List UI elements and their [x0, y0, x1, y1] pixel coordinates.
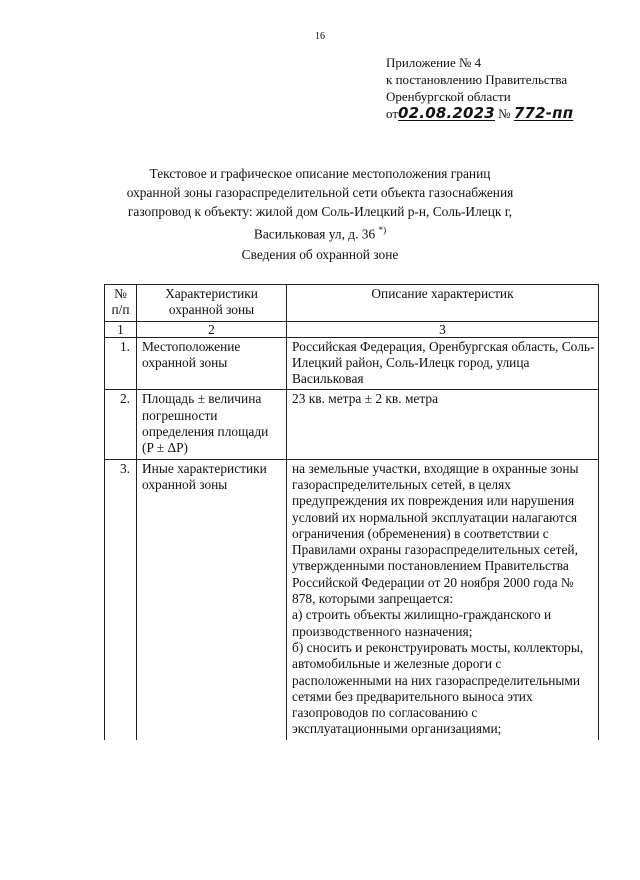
date-prefix: от [386, 106, 399, 121]
table-header-row [105, 285, 599, 322]
title-line-4 [110, 221, 530, 243]
appendix-header [386, 54, 626, 122]
row-characteristic: Площадь ± величина погрешности определения площади (P ± ΔP) [137, 390, 287, 459]
appendix-resolution-line: к постановлению Правительства [386, 72, 568, 87]
handwritten-date: 02.08.2023 [398, 104, 495, 122]
row-number: 3. [105, 459, 137, 740]
row-characteristic: Местоположение охранной зоны [137, 337, 287, 390]
header-number: № п/п [105, 285, 137, 322]
column-number-row [105, 321, 599, 337]
title-line-1: Текстовое и графическое описание местоположения границ [149, 166, 491, 181]
title-line-2: охранной зоны газораспределительной сети объекта газоснабжения [126, 185, 514, 200]
row-number: 2. [105, 390, 137, 459]
column-number: 2 [137, 321, 287, 337]
section-title: Сведения об охранной зоне [241, 247, 399, 262]
header-description: Описание характеристик [287, 285, 599, 322]
row-number: 1. [105, 337, 137, 390]
handwritten-number: 772-пп [513, 104, 574, 122]
footnote-mark: *) [378, 225, 387, 235]
column-number: 3 [287, 321, 599, 337]
restriction-item-b: б) сносить и реконструировать мосты, коллекторы, автомобильные и железные дороги с расположенными на них газораспределительными сетями без предварительного выноса этих газопроводов по согласованию с эксплуатационными организациями; [292, 639, 584, 737]
number-prefix: № [498, 106, 511, 121]
page-number: 16 [315, 31, 325, 42]
row-description [287, 459, 599, 740]
zone-info-table [104, 284, 599, 740]
row-description: 23 кв. метра ± 2 кв. метра [287, 390, 599, 459]
row-description: Российская Федерация, Оренбургская область, Соль-Илецкий район, Соль-Илецк город, улица Васильковая [287, 337, 599, 390]
restriction-intro: на земельные участки, входящие в охранные зоны газораспределительных сетей, в целях предупреждения их повреждения или нарушения условий их нормальной эксплуатации налагаются ограничения (обременения) в соответствии с Правилами охраны газораспределительных сетей, утвержденными постановлением Правительства Российской Федерации от 20 ноября 2000 года № 878, которыми запрещается: [292, 460, 579, 607]
header-characteristic: Характеристики охранной зоны [137, 285, 287, 322]
appendix-region-line: Оренбургской области [386, 89, 511, 104]
row-characteristic: Иные характеристики охранной зоны [137, 459, 287, 740]
appendix-label: Приложение № 4 [386, 55, 482, 70]
table-row [105, 390, 599, 459]
column-number: 1 [105, 321, 137, 337]
table-row [105, 337, 599, 390]
title-address: Васильковая ул, д. 36 [253, 226, 376, 242]
table-row [105, 459, 599, 740]
appendix-date-number-line [386, 105, 626, 122]
document-title [110, 164, 530, 243]
restriction-item-a: а) строить объекты жилищно-гражданского и производственного назначения; [292, 607, 552, 639]
title-line-3: газопровод к объекту: жилой дом Соль-Илецкий р-н, Соль-Илецк г, [127, 204, 513, 219]
